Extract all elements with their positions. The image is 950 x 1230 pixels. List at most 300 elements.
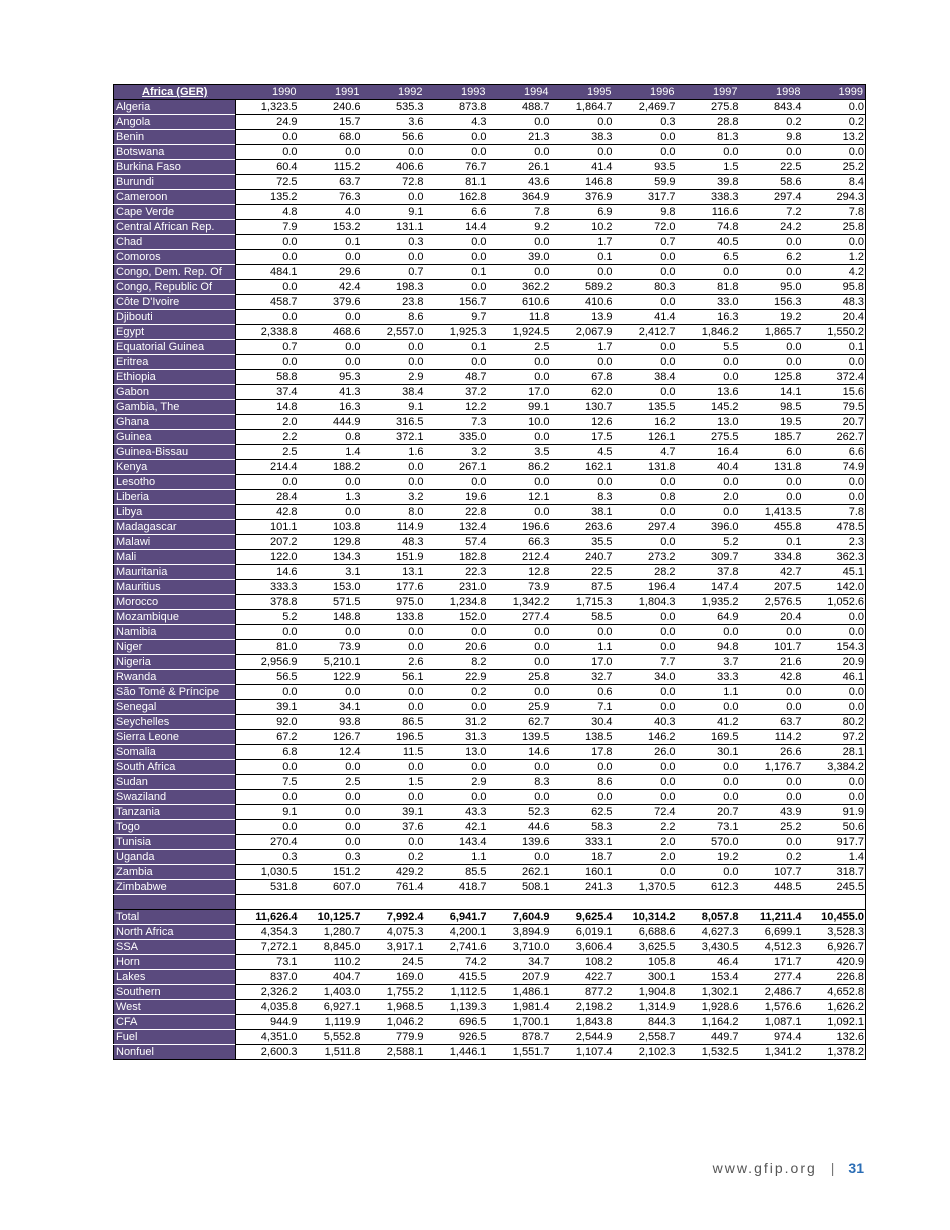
value-cell: 81.3 (677, 130, 740, 145)
table-row (114, 595, 866, 610)
value-cell: 1,446.1 (425, 1045, 488, 1060)
value-cell: 6.2 (740, 250, 803, 265)
value-cell: 1.2 (803, 250, 866, 265)
value-cell: 131.8 (740, 460, 803, 475)
year-header: 1992 (362, 85, 425, 100)
row-label: Côte D'Ivoire (114, 295, 236, 310)
table-row (114, 820, 866, 835)
value-cell: 19.2 (740, 310, 803, 325)
row-label: Niger (114, 640, 236, 655)
row-label: Rwanda (114, 670, 236, 685)
value-cell: 41.4 (614, 310, 677, 325)
row-label: Madagascar (114, 520, 236, 535)
year-header: 1993 (425, 85, 488, 100)
value-cell: 318.7 (803, 865, 866, 880)
value-cell: 153.4 (677, 970, 740, 985)
year-header: 1996 (614, 85, 677, 100)
value-cell: 0.0 (803, 100, 866, 115)
value-cell: 1,370.5 (614, 880, 677, 895)
value-cell: 0.0 (236, 475, 299, 490)
value-cell: 8.2 (425, 655, 488, 670)
value-cell: 73.1 (677, 820, 740, 835)
value-cell: 535.3 (362, 100, 425, 115)
value-cell: 11,626.4 (236, 910, 299, 925)
row-label: Kenya (114, 460, 236, 475)
spacer-rows (114, 895, 866, 910)
value-cell: 153.2 (299, 220, 362, 235)
value-cell: 107.7 (740, 865, 803, 880)
value-cell: 39.8 (677, 175, 740, 190)
value-cell: 212.4 (488, 550, 551, 565)
value-cell: 2.2 (236, 430, 299, 445)
value-cell: 1,715.3 (551, 595, 614, 610)
value-cell: 14.8 (236, 400, 299, 415)
value-cell: 63.7 (299, 175, 362, 190)
value-cell: 0.0 (614, 625, 677, 640)
value-cell: 28.4 (236, 490, 299, 505)
table-row (114, 115, 866, 130)
row-label: Zambia (114, 865, 236, 880)
row-label: Burundi (114, 175, 236, 190)
value-cell: 93.5 (614, 160, 677, 175)
value-cell: 0.0 (299, 685, 362, 700)
value-cell: 169.0 (362, 970, 425, 985)
value-cell: 94.8 (677, 640, 740, 655)
row-label: Djibouti (114, 310, 236, 325)
value-cell: 19.2 (677, 850, 740, 865)
value-cell: 2.6 (362, 655, 425, 670)
value-cell: 837.0 (236, 970, 299, 985)
value-cell: 17.5 (551, 430, 614, 445)
value-cell: 0.2 (740, 850, 803, 865)
row-label: SSA (114, 940, 236, 955)
value-cell: 0.0 (425, 355, 488, 370)
value-cell: 335.0 (425, 430, 488, 445)
value-cell: 241.3 (551, 880, 614, 895)
value-cell: 1,551.7 (488, 1045, 551, 1060)
table-row (114, 265, 866, 280)
value-cell: 0.7 (614, 235, 677, 250)
value-cell: 0.0 (740, 145, 803, 160)
row-label: Nonfuel (114, 1045, 236, 1060)
value-cell: 145.2 (677, 400, 740, 415)
row-label: Gambia, The (114, 400, 236, 415)
value-cell: 11.8 (488, 310, 551, 325)
value-cell: 0.0 (425, 250, 488, 265)
value-cell: 4,627.3 (677, 925, 740, 940)
value-cell: 8.3 (488, 775, 551, 790)
value-cell: 13.6 (677, 385, 740, 400)
row-label: Gabon (114, 385, 236, 400)
table-row (114, 565, 866, 580)
value-cell: 43.9 (740, 805, 803, 820)
value-cell: 151.9 (362, 550, 425, 565)
value-cell: 182.8 (425, 550, 488, 565)
value-cell: 4.7 (614, 445, 677, 460)
value-cell: 8.0 (362, 505, 425, 520)
value-cell: 0.0 (614, 385, 677, 400)
value-cell: 0.0 (614, 355, 677, 370)
value-cell: 4.8 (236, 205, 299, 220)
row-label: Senegal (114, 700, 236, 715)
value-cell: 4.5 (551, 445, 614, 460)
table-row (114, 145, 866, 160)
value-cell: 0.0 (677, 775, 740, 790)
value-cell: 1,314.9 (614, 1000, 677, 1015)
value-cell: 0.0 (299, 835, 362, 850)
website-link[interactable]: www.gfip.org (712, 1160, 817, 1176)
value-cell: 162.8 (425, 190, 488, 205)
value-cell: 1,176.7 (740, 760, 803, 775)
value-cell: 60.4 (236, 160, 299, 175)
value-cell: 25.9 (488, 700, 551, 715)
value-cell: 1.5 (362, 775, 425, 790)
value-cell: 126.1 (614, 430, 677, 445)
value-cell: 0.0 (362, 250, 425, 265)
value-cell: 142.0 (803, 580, 866, 595)
value-cell: 0.0 (425, 475, 488, 490)
value-cell: 135.2 (236, 190, 299, 205)
table-row (114, 415, 866, 430)
value-cell: 103.8 (299, 520, 362, 535)
value-cell: 22.8 (425, 505, 488, 520)
table-row (114, 280, 866, 295)
value-cell: 0.0 (677, 355, 740, 370)
value-cell: 0.0 (614, 790, 677, 805)
value-cell: 6,926.7 (803, 940, 866, 955)
value-cell: 126.7 (299, 730, 362, 745)
table-row (114, 850, 866, 865)
table-row (114, 505, 866, 520)
value-cell: 696.5 (425, 1015, 488, 1030)
table-row (114, 355, 866, 370)
value-cell: 17.0 (551, 655, 614, 670)
value-cell: 196.5 (362, 730, 425, 745)
value-cell: 0.0 (677, 790, 740, 805)
value-cell: 1,052.6 (803, 595, 866, 610)
value-cell: 1,164.2 (677, 1015, 740, 1030)
value-cell: 21.3 (488, 130, 551, 145)
value-cell: 6.0 (740, 445, 803, 460)
value-cell: 0.0 (425, 130, 488, 145)
table-row (114, 160, 866, 175)
value-cell: 3.1 (299, 565, 362, 580)
value-cell: 37.4 (236, 385, 299, 400)
value-cell: 245.5 (803, 880, 866, 895)
value-cell: 48.3 (803, 295, 866, 310)
value-cell: 132.6 (803, 1030, 866, 1045)
value-cell: 3,384.2 (803, 760, 866, 775)
value-cell: 10,314.2 (614, 910, 677, 925)
value-cell: 156.7 (425, 295, 488, 310)
value-cell: 3.7 (677, 655, 740, 670)
value-cell: 0.0 (803, 685, 866, 700)
row-label: Togo (114, 820, 236, 835)
value-cell: 20.4 (803, 310, 866, 325)
value-cell: 44.6 (488, 820, 551, 835)
value-cell: 1,511.8 (299, 1045, 362, 1060)
value-cell: 22.5 (740, 160, 803, 175)
value-cell: 317.7 (614, 190, 677, 205)
value-cell: 926.5 (425, 1030, 488, 1045)
value-cell: 0.0 (803, 475, 866, 490)
summary-row (114, 970, 866, 985)
row-label: Cape Verde (114, 205, 236, 220)
value-cell: 0.0 (362, 190, 425, 205)
row-label: Central African Rep. (114, 220, 236, 235)
value-cell: 0.0 (299, 760, 362, 775)
row-label: Nigeria (114, 655, 236, 670)
value-cell: 1,968.5 (362, 1000, 425, 1015)
value-cell: 7.8 (488, 205, 551, 220)
value-cell: 16.4 (677, 445, 740, 460)
value-cell: 0.0 (677, 700, 740, 715)
value-cell: 20.6 (425, 640, 488, 655)
table-row (114, 640, 866, 655)
value-cell: 198.3 (362, 280, 425, 295)
value-cell: 0.1 (425, 340, 488, 355)
value-cell: 0.0 (236, 280, 299, 295)
table-row (114, 235, 866, 250)
value-cell: 297.4 (614, 520, 677, 535)
value-cell: 508.1 (488, 880, 551, 895)
value-cell: 12.2 (425, 400, 488, 415)
value-cell: 7,604.9 (488, 910, 551, 925)
value-cell: 0.0 (236, 820, 299, 835)
value-cell: 73.9 (299, 640, 362, 655)
value-cell: 37.8 (677, 565, 740, 580)
value-cell: 151.2 (299, 865, 362, 880)
value-cell: 48.3 (362, 535, 425, 550)
value-cell: 34.1 (299, 700, 362, 715)
value-cell: 3,430.5 (677, 940, 740, 955)
value-cell: 42.8 (236, 505, 299, 520)
value-cell: 0.0 (803, 775, 866, 790)
value-cell: 1,030.5 (236, 865, 299, 880)
value-cell: 9.8 (614, 205, 677, 220)
value-cell: 1,112.5 (425, 985, 488, 1000)
page-footer (713, 1158, 864, 1178)
summary-row (114, 985, 866, 1000)
value-cell: 275.8 (677, 100, 740, 115)
value-cell: 62.5 (551, 805, 614, 820)
value-cell: 240.6 (299, 100, 362, 115)
value-cell: 34.0 (614, 670, 677, 685)
value-cell: 0.0 (551, 475, 614, 490)
value-cell: 0.0 (740, 790, 803, 805)
row-label: Eritrea (114, 355, 236, 370)
value-cell: 277.4 (740, 970, 803, 985)
page-number: 31 (848, 1160, 864, 1176)
value-cell: 1,342.2 (488, 595, 551, 610)
value-cell: 25.8 (803, 220, 866, 235)
value-cell: 67.2 (236, 730, 299, 745)
blank-value-cell (236, 895, 866, 910)
value-cell: 2.0 (614, 835, 677, 850)
value-cell: 0.0 (299, 250, 362, 265)
value-cell: 1,865.7 (740, 325, 803, 340)
value-cell: 122.0 (236, 550, 299, 565)
value-cell: 42.7 (740, 565, 803, 580)
value-cell: 0.0 (236, 760, 299, 775)
value-cell: 0.0 (299, 790, 362, 805)
value-cell: 9,625.4 (551, 910, 614, 925)
value-cell: 4,200.1 (425, 925, 488, 940)
value-cell: 169.5 (677, 730, 740, 745)
value-cell: 379.6 (299, 295, 362, 310)
value-cell: 7.8 (803, 205, 866, 220)
value-cell: 98.5 (740, 400, 803, 415)
value-cell: 975.0 (362, 595, 425, 610)
value-cell: 410.6 (551, 295, 614, 310)
value-cell: 1,092.1 (803, 1015, 866, 1030)
value-cell: 1,846.2 (677, 325, 740, 340)
value-cell: 26.6 (740, 745, 803, 760)
value-cell: 81.1 (425, 175, 488, 190)
value-cell: 34.7 (488, 955, 551, 970)
value-cell: 2,067.9 (551, 325, 614, 340)
value-cell: 0.0 (299, 820, 362, 835)
value-cell: 0.0 (740, 475, 803, 490)
table-row (114, 775, 866, 790)
value-cell: 1,924.5 (488, 325, 551, 340)
table-row (114, 475, 866, 490)
value-cell: 131.8 (614, 460, 677, 475)
value-cell: 0.0 (740, 625, 803, 640)
value-cell: 418.7 (425, 880, 488, 895)
row-label: Libya (114, 505, 236, 520)
table-row (114, 790, 866, 805)
value-cell: 0.0 (677, 145, 740, 160)
value-cell: 0.0 (740, 700, 803, 715)
value-cell: 3,710.0 (488, 940, 551, 955)
value-cell: 1,323.5 (236, 100, 299, 115)
value-cell: 0.2 (740, 115, 803, 130)
row-label: Ethiopia (114, 370, 236, 385)
value-cell: 240.7 (551, 550, 614, 565)
table-row (114, 460, 866, 475)
value-cell: 39.1 (362, 805, 425, 820)
row-label: Seychelles (114, 715, 236, 730)
value-cell: 1,576.6 (740, 1000, 803, 1015)
value-cell: 81.8 (677, 280, 740, 295)
value-cell: 10,455.0 (803, 910, 866, 925)
value-cell: 15.7 (299, 115, 362, 130)
value-cell: 207.9 (488, 970, 551, 985)
value-cell: 95.8 (803, 280, 866, 295)
value-cell: 72.5 (236, 175, 299, 190)
value-cell: 26.1 (488, 160, 551, 175)
row-label: Malawi (114, 535, 236, 550)
value-cell: 2.5 (299, 775, 362, 790)
value-cell: 0.1 (803, 340, 866, 355)
value-cell: 309.7 (677, 550, 740, 565)
value-cell: 42.4 (299, 280, 362, 295)
value-cell: 99.1 (488, 400, 551, 415)
value-cell: 0.0 (551, 355, 614, 370)
value-cell: 362.3 (803, 550, 866, 565)
value-cell: 0.0 (614, 685, 677, 700)
row-label: Lesotho (114, 475, 236, 490)
value-cell: 0.2 (362, 850, 425, 865)
value-cell: 2,600.3 (236, 1045, 299, 1060)
value-cell: 0.0 (740, 835, 803, 850)
value-cell: 338.3 (677, 190, 740, 205)
value-cell: 0.8 (614, 490, 677, 505)
value-cell: 404.7 (299, 970, 362, 985)
value-cell: 0.0 (488, 370, 551, 385)
value-cell: 7.5 (236, 775, 299, 790)
row-label: Lakes (114, 970, 236, 985)
value-cell: 15.6 (803, 385, 866, 400)
value-cell: 0.0 (236, 130, 299, 145)
value-cell: 7.9 (236, 220, 299, 235)
value-cell: 0.0 (236, 310, 299, 325)
value-cell: 974.4 (740, 1030, 803, 1045)
value-cell: 273.2 (614, 550, 677, 565)
value-cell: 0.7 (362, 265, 425, 280)
value-cell: 444.9 (299, 415, 362, 430)
row-label: Fuel (114, 1030, 236, 1045)
value-cell: 0.0 (614, 340, 677, 355)
value-cell: 81.0 (236, 640, 299, 655)
value-cell: 0.0 (488, 790, 551, 805)
value-cell: 4,035.8 (236, 1000, 299, 1015)
value-cell: 0.0 (299, 475, 362, 490)
value-cell: 134.3 (299, 550, 362, 565)
value-cell: 41.2 (677, 715, 740, 730)
row-label: Swaziland (114, 790, 236, 805)
value-cell: 0.0 (299, 505, 362, 520)
value-cell: 362.2 (488, 280, 551, 295)
value-cell: 0.7 (236, 340, 299, 355)
value-cell: 139.5 (488, 730, 551, 745)
value-cell: 0.0 (425, 145, 488, 160)
value-cell: 146.2 (614, 730, 677, 745)
value-cell: 0.0 (488, 145, 551, 160)
table-row (114, 250, 866, 265)
value-cell: 270.4 (236, 835, 299, 850)
value-cell: 4,075.3 (362, 925, 425, 940)
value-cell: 0.0 (362, 700, 425, 715)
value-cell: 0.0 (614, 295, 677, 310)
value-cell: 406.6 (362, 160, 425, 175)
value-cell: 33.3 (677, 670, 740, 685)
value-cell: 30.4 (551, 715, 614, 730)
value-cell: 1,804.3 (614, 595, 677, 610)
value-cell: 294.3 (803, 190, 866, 205)
value-cell: 2,576.5 (740, 595, 803, 610)
table-title-header: Africa (GER) (114, 85, 236, 100)
value-cell: 110.2 (299, 955, 362, 970)
value-cell: 263.6 (551, 520, 614, 535)
value-cell: 48.7 (425, 370, 488, 385)
value-cell: 56.6 (362, 130, 425, 145)
value-cell: 0.0 (488, 640, 551, 655)
value-cell: 372.1 (362, 430, 425, 445)
value-cell: 207.5 (740, 580, 803, 595)
value-cell: 188.2 (299, 460, 362, 475)
value-cell: 76.7 (425, 160, 488, 175)
row-label: Somalia (114, 745, 236, 760)
value-cell: 0.0 (362, 685, 425, 700)
value-cell: 3.2 (425, 445, 488, 460)
value-cell: 58.6 (740, 175, 803, 190)
value-cell: 196.4 (614, 580, 677, 595)
value-cell: 93.8 (299, 715, 362, 730)
value-cell: 0.0 (362, 625, 425, 640)
row-label: São Tomé & Príncipe (114, 685, 236, 700)
